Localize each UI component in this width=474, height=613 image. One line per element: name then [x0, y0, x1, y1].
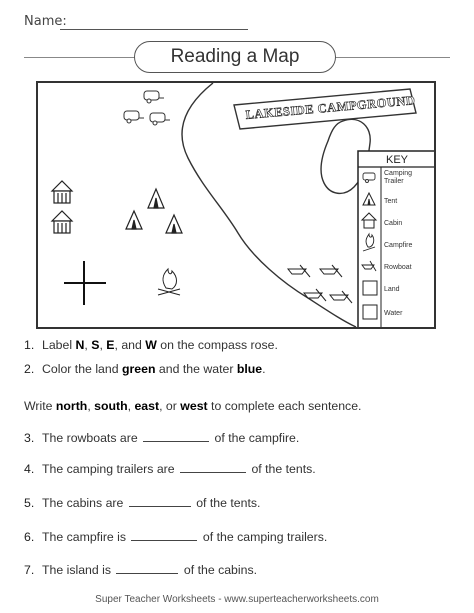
campfire-icon	[158, 269, 180, 295]
instruction-pre: Write	[24, 399, 56, 413]
tent-icon	[148, 189, 164, 208]
cabin-icon	[52, 211, 72, 233]
question-2	[24, 362, 266, 376]
question-1: 1. Label N, S, E, and W on the compass rose.	[24, 338, 278, 352]
question-6	[24, 530, 327, 544]
question-number: 1.	[24, 338, 35, 352]
tent-icon	[166, 215, 182, 233]
q2-text: Color the land	[42, 362, 122, 376]
campground-map	[36, 81, 436, 329]
q3-pre: The rowboats are	[42, 431, 138, 445]
trailer-icon	[150, 113, 170, 125]
water-swatch	[363, 305, 377, 319]
instruction-west: west	[180, 399, 208, 413]
question-number: 3.	[24, 431, 35, 445]
rowboat-icon	[330, 291, 352, 303]
q1-post: on the compass rose.	[156, 338, 278, 352]
compass-rose	[64, 261, 106, 305]
q3-answer-blank[interactable]	[143, 441, 209, 442]
q4-pre: The camping trailers are	[42, 462, 175, 476]
q7-pre: The island is	[42, 563, 112, 577]
question-number: 6.	[24, 530, 35, 544]
instruction: Write north, south, east, or west to complete each sentence.	[24, 399, 362, 413]
q1-n: N	[75, 338, 85, 352]
question-number: 2.	[24, 362, 35, 376]
q1-s: S	[91, 338, 100, 352]
campground-banner	[234, 89, 416, 129]
q7-post: of the cabins.	[183, 563, 258, 577]
q5-post: of the tents.	[196, 496, 261, 510]
q3-post: of the campfire.	[214, 431, 300, 445]
q6-post: of the camping trailers.	[202, 530, 328, 544]
q4-post: of the tents.	[251, 462, 316, 476]
key-label-land: Land	[384, 286, 400, 293]
question-4	[24, 462, 316, 476]
footer-credit: Super Teacher Worksheets - www.superteacherworksheets.com	[95, 594, 379, 605]
q2-mid: and the water	[155, 362, 237, 376]
key-title: KEY	[385, 154, 409, 166]
banner-text: LAKESIDE CAMPGROUND	[245, 93, 416, 122]
key-label-trailer-line2: Trailer	[384, 178, 404, 185]
question-number: 4.	[24, 462, 35, 476]
q6-pre: The campfire is	[42, 530, 127, 544]
key-label-rowboat: Rowboat	[384, 264, 412, 271]
q1-w: W	[145, 338, 157, 352]
q4-answer-blank[interactable]	[180, 472, 246, 473]
key-label-trailer-line1: Camping	[384, 170, 413, 177]
question-7	[24, 563, 257, 577]
land-swatch	[363, 281, 377, 295]
instruction-or: or	[162, 399, 181, 413]
trailer-icon	[124, 111, 144, 123]
q7-answer-blank[interactable]	[116, 573, 178, 574]
name-label: Name:	[24, 14, 67, 29]
q2-post: .	[262, 362, 266, 376]
cabin-icon	[52, 181, 72, 203]
page-title: Reading a Map	[134, 41, 336, 73]
q1-e: E	[106, 338, 115, 352]
q2-blue: blue	[236, 362, 263, 376]
q1-text: Label	[42, 338, 76, 352]
map-key	[358, 151, 434, 327]
question-5	[24, 496, 260, 510]
name-line[interactable]	[60, 29, 248, 30]
rowboat-icon	[304, 289, 326, 301]
map-drawing	[38, 83, 434, 327]
question-number: 5.	[24, 496, 35, 510]
tent-icon	[126, 211, 142, 229]
key-label-tent: Tent	[384, 198, 398, 205]
rowboat-icon	[288, 265, 310, 277]
instruction-post: to complete each sentence.	[207, 399, 362, 413]
question-3	[24, 431, 299, 445]
key-label-campfire: Campfire	[384, 242, 413, 249]
q2-green: green	[121, 362, 156, 376]
key-label-cabin: Cabin	[384, 220, 403, 227]
q5-answer-blank[interactable]	[129, 506, 191, 507]
question-number: 7.	[24, 563, 35, 577]
rowboat-icon	[320, 265, 342, 277]
q1-and: and	[117, 338, 146, 352]
key-label-water: Water	[384, 310, 403, 317]
trailer-icon	[144, 91, 164, 103]
instruction-south: south	[94, 399, 128, 413]
instruction-north: north	[55, 399, 88, 413]
instruction-east: east	[134, 399, 160, 413]
q6-answer-blank[interactable]	[131, 540, 197, 541]
q5-pre: The cabins are	[42, 496, 124, 510]
